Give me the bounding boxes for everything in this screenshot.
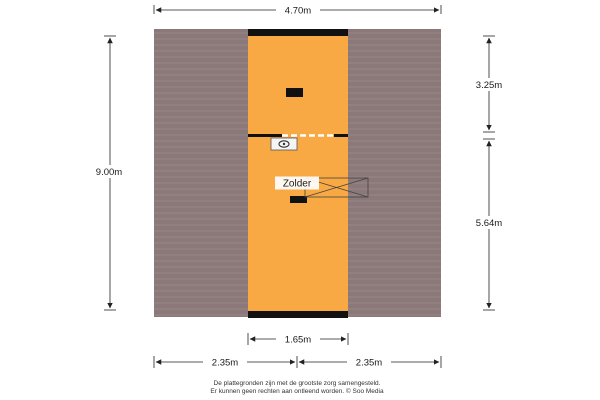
svg-text:5.64m: 5.64m (475, 218, 503, 229)
dim-bottom-left: 2.35m (211, 357, 239, 369)
dim-bottom (154, 356, 441, 369)
boiler-icon (271, 138, 297, 150)
svg-text:1.65m: 1.65m (284, 334, 312, 346)
roof-right (348, 29, 441, 317)
dim-bottom-right: 2.35m (355, 357, 383, 369)
footer-line-2: Er kunnen geen rechten aan ontleend worden. © Soo Media (210, 388, 384, 395)
dim-total-width (154, 4, 441, 17)
svg-text:3.25m: 3.25m (475, 80, 503, 91)
vent-block (290, 196, 307, 203)
bottom-wall (248, 311, 348, 318)
chimney-block (286, 88, 303, 97)
zolder-floor (248, 29, 348, 317)
footer-line-1: De plattegronden zijn met de grootste zorg samengesteld. (213, 380, 381, 387)
dim-total-height (86, 36, 132, 310)
dim-inner-width (248, 333, 348, 346)
svg-text:9.00m: 9.00m (95, 167, 123, 178)
svg-text:4.70m: 4.70m (284, 5, 312, 17)
top-wall (248, 29, 348, 36)
roof-left (154, 29, 248, 317)
dim-right-lower (466, 139, 512, 310)
dim-right-upper (466, 36, 512, 132)
room-label: Zolder (282, 178, 312, 190)
